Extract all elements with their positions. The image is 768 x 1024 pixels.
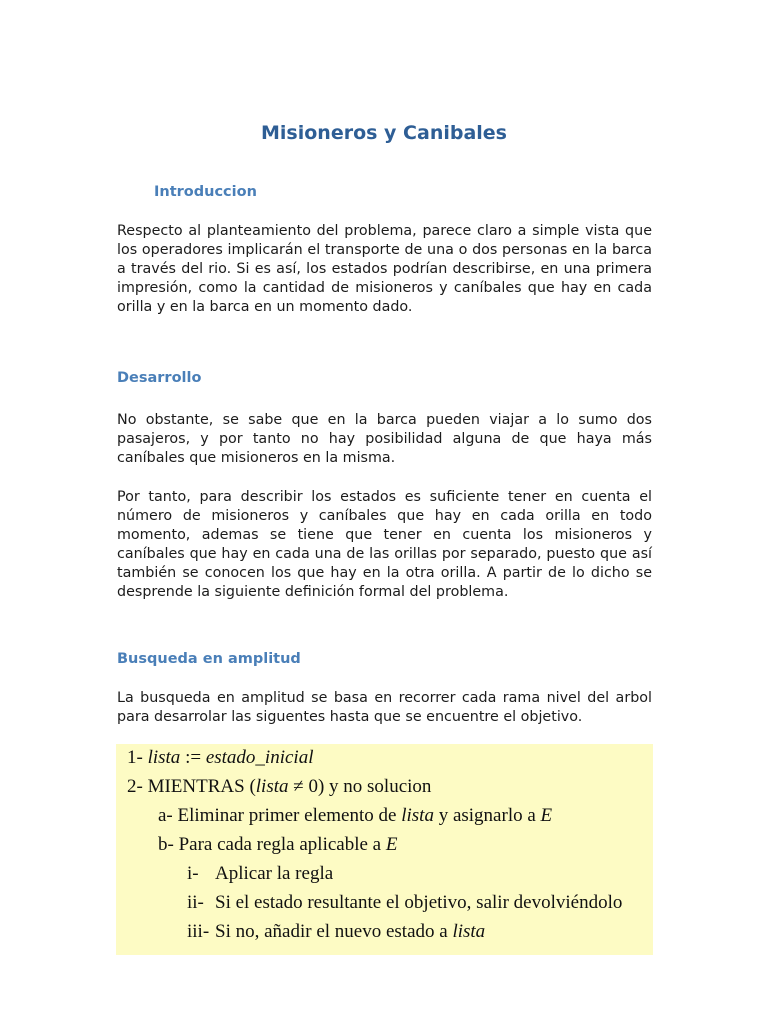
algorithm-line-6-text: Si el estado resultante el objetivo, salir devolviéndolo — [215, 892, 623, 913]
algorithm-var-lista: lista — [255, 776, 289, 797]
paragraph-desarrollo-1: No obstante, se sabe que en la barca pueden viajar a lo sumo dos pasajeros, y por tanto no hay posibilidad alguna de que haya más caníbales que misioneros en la misma. — [117, 412, 652, 466]
paragraph-busqueda: La busqueda en amplitud se basa en recorrer cada rama nivel del arbol para desarrolar las siguentes hasta que se encuentre el objetivo. — [117, 690, 652, 725]
algorithm-line-3-mid: y asignarlo a — [433, 805, 541, 826]
algorithm-line-7-number: iii- — [187, 921, 210, 942]
algorithm-var-estado-inicial: estado_inicial — [205, 747, 314, 768]
document-title: Misioneros y Canibales — [261, 122, 507, 144]
section-heading-introduccion: Introduccion — [154, 184, 257, 200]
algorithm-line-5-number: i- — [187, 863, 199, 884]
algorithm-box — [116, 744, 653, 955]
algorithm-var-lista: lista — [452, 921, 486, 942]
algorithm-line-4 — [158, 834, 397, 856]
algorithm-line-7 — [187, 921, 486, 943]
algorithm-line-3 — [158, 805, 552, 827]
algorithm-line-1-prefix: 1- — [127, 747, 148, 768]
paragraph-introduccion: Respecto al planteamiento del problema, parece claro a simple vista que los operadores implicarán el transporte de una o dos personas en la barca a través del rio. Si es así, los estados podrían describirse, en una primera impresión, como la cantidad de misioneros y caníbales que hay en cada orilla y en la barca en un momento dado. — [117, 223, 652, 315]
algorithm-line-6-number: ii- — [187, 892, 204, 913]
section-heading-busqueda-en-amplitud: Busqueda en amplitud — [117, 651, 301, 667]
algorithm-var-e: E — [385, 834, 398, 855]
algorithm-var-lista: lista — [147, 747, 181, 768]
algorithm-line-6 — [187, 892, 623, 914]
algorithm-line-5 — [187, 863, 334, 885]
algorithm-line-5-text: Aplicar la regla — [215, 863, 334, 884]
algorithm-line-2-condition: ≠ 0) y no solucion — [288, 776, 432, 797]
paragraph-desarrollo-2: Por tanto, para describir los estados es suficiente tener en cuenta el número de misioneros y caníbales que hay en cada orilla en todo momento, ademas se tiene que tener en cuenta los misioneros y caníbales que hay en cada una de las orillas por separado, puesto que así también se conocen los que hay en la otra orilla. A partir de lo dicho se desprende la siguiente definición formal del problema. — [117, 489, 652, 600]
algorithm-line-2-prefix: 2- MIENTRAS ( — [127, 776, 256, 797]
algorithm-line-1-operator: := — [180, 747, 206, 768]
section-heading-desarrollo: Desarrollo — [117, 370, 202, 386]
algorithm-line-2 — [127, 776, 431, 798]
algorithm-line-7-text: Si no, añadir el nuevo estado a — [215, 921, 453, 942]
algorithm-line-1 — [127, 747, 313, 769]
algorithm-var-e: E — [540, 805, 553, 826]
algorithm-line-3-prefix: a- Eliminar primer elemento de — [158, 805, 402, 826]
algorithm-var-lista: lista — [401, 805, 434, 826]
algorithm-line-4-prefix: b- Para cada regla aplicable a — [158, 834, 386, 855]
